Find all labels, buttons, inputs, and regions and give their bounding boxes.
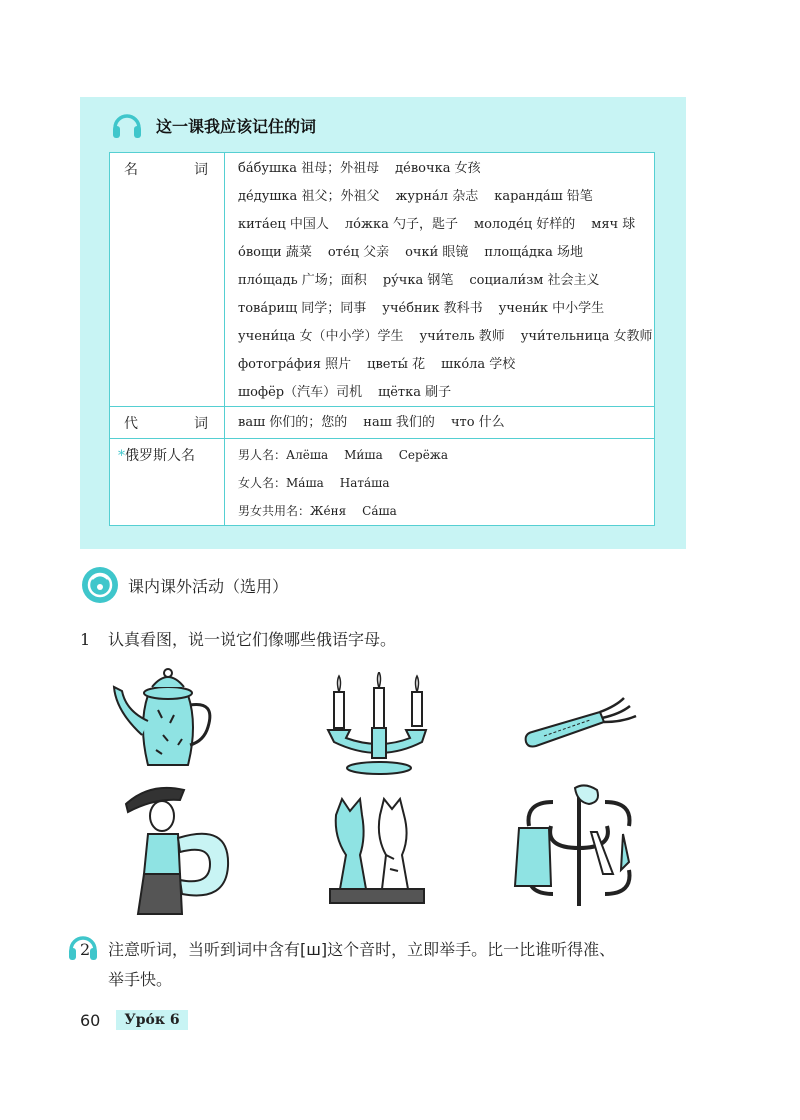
page-number: 60 <box>80 1010 101 1030</box>
word-entry: мяч 球 <box>591 217 636 232</box>
word-line <box>238 155 648 183</box>
word-entry: учи́тельница 女教师 <box>520 329 653 344</box>
word-line <box>238 183 648 211</box>
vocab-table <box>109 152 655 526</box>
word-entry: Ната́ша <box>339 476 390 490</box>
pronouns-row <box>110 407 654 439</box>
word-entry: щётка 刷子 <box>378 385 452 400</box>
fork-picture <box>520 690 645 750</box>
word-entry: о́вощи 蔬菜 <box>238 245 312 260</box>
nouns-words <box>238 155 653 407</box>
word-line <box>238 295 648 323</box>
word-entry: пло́щадь 广场；面积 <box>238 273 367 288</box>
task-2-text-line1: 注意听词，当听到词中含有[ш]这个音时，立即举手。比一比谁听得准、 <box>108 940 616 959</box>
lesson-badge: Уро́к 6 <box>116 1010 187 1030</box>
cats-picture <box>326 795 430 907</box>
word-entry: оте́ц 父亲 <box>327 245 390 260</box>
word-entry: учи́тель 教师 <box>419 329 505 344</box>
word-line <box>238 497 648 525</box>
word-entry: площа́дка 场地 <box>484 245 584 260</box>
word-entry: Ми́ша <box>344 448 383 462</box>
task-2 <box>80 935 720 995</box>
word-line <box>238 441 648 469</box>
word-entry: социали́зм 社会主义 <box>469 273 600 288</box>
word-line <box>238 379 648 407</box>
word-entry: Са́ша <box>362 504 397 518</box>
word-entry: шко́ла 学校 <box>441 357 516 372</box>
word-entry: наш 我们的 <box>363 415 435 430</box>
word-entry: что 什么 <box>450 415 505 430</box>
word-entry: ваш 你们的；您的 <box>238 415 348 430</box>
task-1 <box>80 625 396 655</box>
names-category <box>110 439 225 525</box>
word-line <box>238 211 648 239</box>
word-entry: журна́л 杂志 <box>395 189 479 204</box>
word-entry: шофёр（汽车）司机 <box>238 385 363 400</box>
word-entry: фотогра́фия 照片 <box>238 357 352 372</box>
pronouns-category <box>110 407 225 438</box>
word-entry: това́рищ 同学；同事 <box>238 301 367 316</box>
vocab-box <box>80 97 686 549</box>
candelabra-picture <box>322 672 442 776</box>
nouns-label-1: 名 <box>124 162 138 178</box>
headphones-icon <box>110 108 144 142</box>
word-entry: очки́ 眼镜 <box>405 245 469 260</box>
word-entry: 女人名：Ма́ша <box>238 476 324 490</box>
word-entry: ба́бушка 祖母；外祖母 <box>238 161 380 176</box>
page-footer <box>80 1010 188 1030</box>
word-line <box>238 469 648 497</box>
nouns-label-2: 词 <box>194 162 208 178</box>
nouns-category <box>110 153 225 406</box>
vocab-title: 这一课我应该记住的词 <box>156 116 317 136</box>
optional-star: * <box>118 448 125 464</box>
nouns-row <box>110 153 654 407</box>
activity-icon <box>80 565 120 605</box>
activity-title: 课内课外活动（选用） <box>128 576 289 596</box>
word-entry: де́душка 祖父；外祖父 <box>238 189 380 204</box>
word-entry: молоде́ц 好样的 <box>473 217 576 232</box>
names-row <box>110 439 654 525</box>
girl-picture <box>120 782 244 918</box>
teapot-picture <box>108 665 218 775</box>
task-2-number: 2 <box>80 940 91 959</box>
task-1-number: 1 <box>80 630 91 649</box>
names-label: 俄罗斯人名 <box>125 448 195 464</box>
word-line <box>238 409 648 437</box>
task-1-text: 认真看图，说一说它们像哪些俄语字母。 <box>108 630 397 649</box>
word-entry: цветы́ 花 <box>367 357 426 372</box>
word-line <box>238 323 653 351</box>
word-line <box>238 351 648 379</box>
vocab-header <box>110 107 316 143</box>
word-entry: ло́жка 勺子，匙子 <box>344 217 458 232</box>
word-entry: де́вочка 女孩 <box>395 161 481 176</box>
word-entry: ру́чка 钢笔 <box>382 273 454 288</box>
word-line <box>238 239 648 267</box>
word-entry: Серёжа <box>398 448 448 462</box>
word-entry: 男人名：Алёша <box>238 448 329 462</box>
word-line <box>238 267 648 295</box>
word-entry: учени́к 中小学生 <box>498 301 605 316</box>
word-entry: 男女共用名：Же́ня <box>238 504 347 518</box>
word-entry: учени́ца 女（中小学）学生 <box>238 329 404 344</box>
coat-rack-picture <box>505 782 655 914</box>
word-entry: каранда́ш 铅笔 <box>494 189 593 204</box>
activity-header <box>80 565 288 605</box>
pronouns-label-1: 代 <box>124 416 138 432</box>
word-entry: уче́бник 教科书 <box>382 301 483 316</box>
task-2-text-line2: 举手快。 <box>108 970 173 989</box>
word-entry: кита́ец 中国人 <box>238 217 329 232</box>
pronouns-label-2: 词 <box>194 416 208 432</box>
pronouns-words <box>238 409 648 437</box>
names-words <box>238 441 648 525</box>
